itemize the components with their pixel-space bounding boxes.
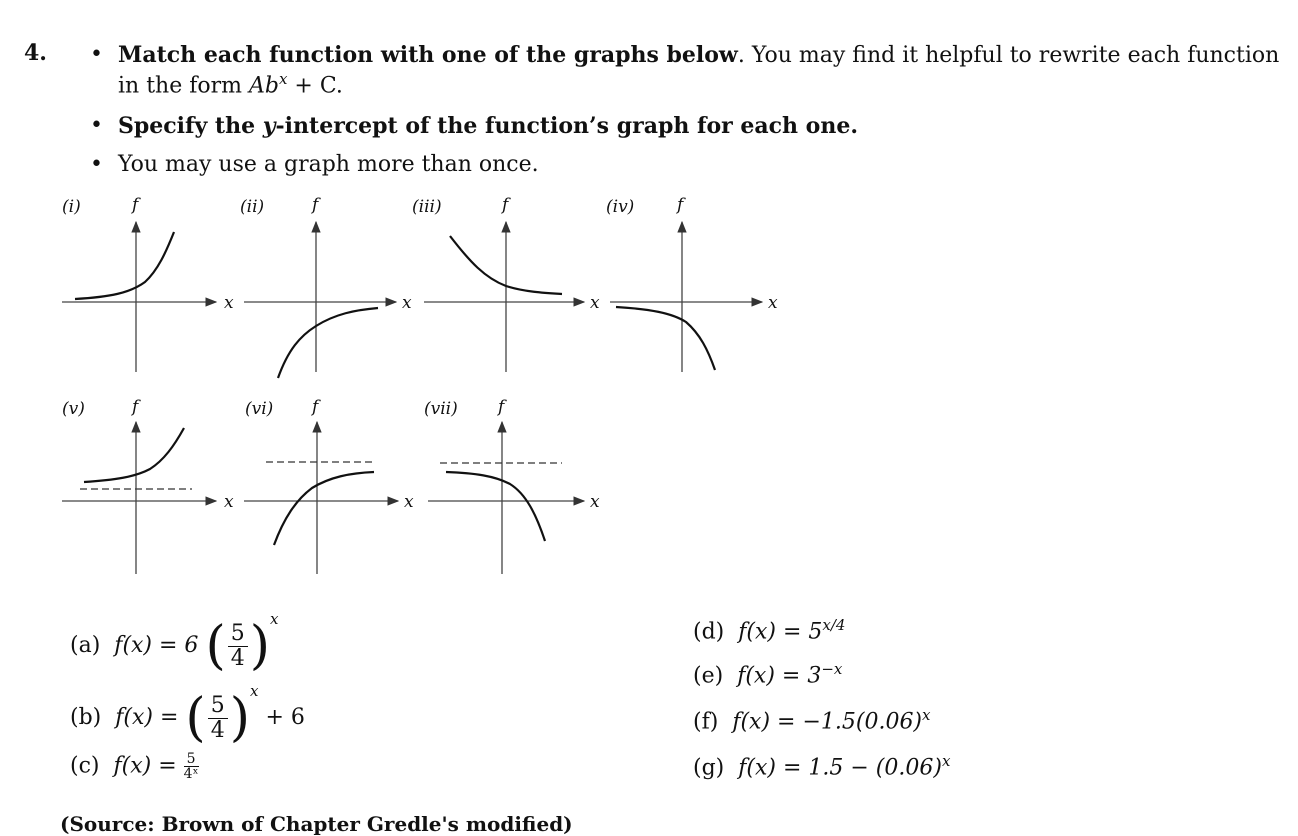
function-label: (a): [70, 633, 101, 658]
function-c: [70, 752, 199, 781]
bullet-text: You may use a graph more than once.: [118, 152, 539, 177]
function-e: [693, 660, 842, 688]
function-label: (f): [693, 709, 719, 735]
function-lhs: f(x) = −1.5(0.06): [732, 709, 923, 735]
function-label: (c): [70, 753, 100, 779]
function-g: [693, 752, 950, 780]
graph-i: [62, 195, 234, 372]
bullet-bold-text: Match each function with one of the graphs below: [118, 42, 738, 68]
exponent: −x: [821, 660, 843, 678]
intercept-pre: Specify the: [118, 113, 263, 139]
function-label: (g): [693, 755, 725, 781]
right-paren: ): [229, 688, 250, 748]
graph-iii: [412, 195, 600, 372]
graph-label: (v): [62, 399, 85, 419]
fraction: $\frac{5}{\text{4ˣ}}$: [183, 751, 199, 782]
graph-vi: [244, 397, 414, 574]
function-lhs: f(x) = 1.5 − (0.06): [738, 755, 942, 781]
graph-label: (iii): [412, 197, 442, 217]
f-axis-label: f: [677, 195, 684, 215]
question-number: 4.: [24, 40, 47, 66]
bullet-dot: •: [90, 42, 103, 67]
function-a: [70, 610, 279, 676]
bullet-rest-text: . You may find it helpful to rewrite each function: [737, 43, 1280, 68]
function-d: [693, 616, 845, 644]
x-axis-label: x: [590, 293, 600, 313]
function-label: (e): [693, 663, 724, 689]
left-paren: (: [185, 688, 206, 748]
exponent: x: [250, 682, 259, 700]
exponent: x/4: [822, 616, 846, 634]
function-label: (b): [70, 705, 102, 730]
right-paren: ): [249, 616, 271, 676]
graph-iv: [606, 195, 778, 372]
curve: [274, 472, 374, 545]
function-f: [693, 706, 931, 734]
source-footer: (Source: Brown of Chapter Gredle's modified): [60, 812, 573, 836]
x-axis-label: x: [590, 492, 600, 512]
curve: [616, 307, 715, 370]
function-lhs: f(x) =: [113, 753, 177, 779]
graph-label: (vii): [424, 399, 458, 419]
graph-label: (vi): [245, 399, 274, 419]
function-lhs: f(x) =: [115, 705, 179, 730]
x-axis-label: x: [402, 293, 412, 313]
exponent: x: [270, 610, 279, 628]
graph-label: (iv): [606, 197, 635, 217]
x-axis-label: x: [224, 492, 234, 512]
curve: [84, 428, 184, 482]
exponent: x: [941, 752, 951, 770]
function-b: [70, 682, 305, 748]
function-lhs: f(x) = 6: [114, 633, 199, 658]
fraction: $\frac{5}{4}$: [228, 622, 248, 671]
intercept-variable: y: [262, 113, 276, 139]
curve: [446, 472, 545, 541]
function-label: (d): [693, 619, 725, 645]
continuation-text: in the form: [118, 73, 249, 99]
bullet-dot: •: [90, 113, 103, 138]
x-axis-label: x: [224, 293, 234, 313]
x-axis-label: x: [768, 293, 778, 313]
exponent: x: [922, 706, 931, 724]
f-axis-label: f: [132, 195, 139, 215]
curve: [75, 232, 174, 299]
left-paren: (: [205, 616, 226, 676]
graph-vii: [424, 397, 600, 574]
x-axis-label: x: [404, 492, 414, 512]
curve: [278, 308, 378, 378]
form-expression: Ab: [248, 73, 279, 99]
form-constant: + C.: [287, 73, 343, 99]
function-lhs: f(x) = 5: [738, 619, 823, 645]
graph-v: [62, 397, 234, 574]
intercept-post: -intercept of the function’s graph for each one.: [275, 113, 859, 139]
graph-label: (ii): [240, 197, 265, 217]
f-axis-label: f: [502, 195, 509, 215]
function-lhs: f(x) = 3: [737, 663, 822, 689]
function-constant: + 6: [265, 705, 305, 730]
graph-label: (i): [62, 197, 81, 217]
graph-ii: [240, 195, 412, 378]
f-axis-label: f: [312, 397, 319, 417]
fraction: $\frac{5}{4}$: [208, 694, 228, 743]
f-axis-label: f: [312, 195, 319, 215]
form-exponent: x: [278, 70, 288, 88]
f-axis-label: f: [498, 397, 505, 417]
bullet-dot: •: [90, 152, 103, 177]
f-axis-label: f: [132, 397, 139, 417]
